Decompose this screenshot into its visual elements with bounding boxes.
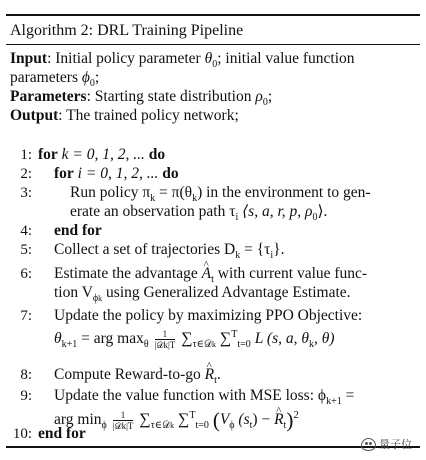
line-number: 6: [20, 266, 32, 282]
sum-symbol: ∑ [181, 330, 193, 348]
sub: θ [143, 339, 149, 351]
line-number: 4: [20, 223, 32, 239]
text: = [341, 387, 355, 404]
sub: k [192, 193, 198, 205]
sub: t [283, 420, 287, 432]
fraction [113, 410, 134, 431]
line-number: 9: [20, 388, 32, 404]
line-number: 5: [20, 242, 32, 258]
text: erate an observation path τ [70, 203, 236, 220]
text: , θ) [313, 330, 335, 348]
watermark [361, 436, 412, 452]
theta-symbol: θ [54, 330, 62, 348]
text: = arg max [77, 330, 144, 348]
denominator: |𝒟k|T [154, 340, 176, 350]
output-line [10, 107, 239, 125]
sub: t [211, 274, 214, 286]
sub: 0 [312, 212, 318, 224]
text: Compute Reward-to-go [54, 366, 205, 383]
rho-sub: 0 [262, 97, 268, 109]
text: arg min [54, 411, 102, 429]
sum-symbol: ∑ [178, 411, 190, 429]
sub: t [249, 420, 253, 432]
sum-symbol: ∑ [139, 411, 151, 429]
sup: 2 [293, 408, 299, 421]
text: tion V [54, 284, 93, 301]
text: = π(θ [155, 184, 193, 201]
algo-line-7-formula [54, 329, 335, 350]
sub: k+1 [326, 396, 342, 408]
input-text: : Initial policy parameter [47, 50, 205, 67]
text: }. [273, 241, 285, 258]
sub: ϕ [92, 293, 99, 305]
bottom-rule [6, 446, 420, 448]
text: using Generalized Advantage Estimate. [102, 284, 351, 301]
keyword-for: for [38, 146, 58, 163]
line-number: 2: [20, 166, 32, 182]
numerator: 1 [155, 329, 176, 340]
algo-line-7: Update the policy by maximizing PPO Objective: [54, 307, 363, 324]
parameters-label: Parameters [10, 88, 87, 105]
phi-symbol: ϕ [81, 69, 90, 86]
algo-line-10: end for [38, 425, 86, 442]
sub: k [170, 421, 175, 431]
output-text: : The trained policy network; [58, 107, 239, 124]
rho-symbol: ρ [255, 88, 263, 105]
sub: t=0 [237, 339, 251, 351]
sub: k [150, 193, 156, 205]
theta-sub: 0 [212, 59, 218, 71]
sub: k+1 [61, 339, 78, 351]
text: Update the value function with MSE loss: ϕ [54, 387, 327, 404]
theta-symbol: θ [204, 50, 213, 67]
line-number: 3: [20, 185, 32, 201]
parameters-line [10, 88, 273, 109]
sub: τ∈𝒟 [150, 420, 171, 432]
input-line [10, 50, 355, 71]
wechat-icon [361, 438, 376, 451]
paren-open: ( [212, 408, 220, 433]
sub: k [235, 250, 241, 262]
sub: τ∈𝒟 [192, 339, 212, 351]
line-number: 8: [20, 367, 32, 383]
paren-close: ) [286, 408, 294, 433]
sup: T [189, 409, 196, 421]
text: ⟩. [317, 203, 328, 220]
fraction [155, 329, 176, 350]
sub: i [235, 212, 239, 224]
input-line-2 [10, 69, 100, 90]
algo-line-9 [54, 387, 355, 408]
text: Estimate the advantage [54, 265, 202, 282]
title-rule [6, 44, 420, 45]
algo-line-3-cont [70, 203, 328, 224]
text: ) in the environment to gen- [197, 184, 371, 201]
top-rule [6, 14, 420, 16]
value-symbol: V [219, 411, 230, 429]
algo-line-9-formula [54, 410, 299, 431]
sub: k [212, 340, 216, 350]
keyword-for: for [54, 165, 74, 182]
text: L (s, a, θ [250, 330, 309, 348]
keyword-do: do [162, 165, 179, 182]
text: ⟨s, a, r, p, ρ [238, 203, 313, 220]
algorithm-box [6, 14, 420, 448]
numerator: 1 [113, 410, 134, 421]
text: Run policy π [70, 184, 151, 201]
text: = {τ [240, 241, 271, 258]
text: (s [234, 411, 250, 429]
denominator: |𝒟k|T [112, 421, 134, 431]
watermark-text: 量子位 [379, 438, 412, 451]
text: . [216, 366, 221, 383]
input-text-2: ; initial value function [217, 50, 355, 67]
sub: ϕ [101, 420, 107, 432]
sub: i [270, 250, 274, 262]
algo-line-1 [38, 146, 165, 164]
algo-line-2 [54, 165, 179, 183]
reward-symbol: ^ R [274, 411, 283, 429]
algorithm-title: Algorithm 2: DRL Training Pipeline [10, 22, 244, 39]
algo-line-4: end for [54, 222, 102, 239]
algo-line-5 [54, 241, 285, 262]
sub: t=0 [195, 420, 209, 432]
input-label: Input [10, 50, 48, 67]
algo-line-6-cont [54, 284, 351, 305]
loop-expr: i = 0, 1, 2, ... [73, 165, 163, 182]
algo-line-8 [54, 366, 221, 387]
parameters-end: ; [267, 88, 273, 105]
text: with current value func- [213, 265, 368, 282]
keyword-do: do [148, 146, 166, 163]
text: Collect a set of trajectories D [54, 241, 236, 258]
line-number: 10: [12, 426, 32, 442]
parameters-text: : Starting state distribution [86, 88, 256, 105]
sub: k [308, 339, 314, 351]
sup: T [231, 328, 238, 340]
line-number: 1: [20, 147, 32, 163]
sub: ϕ [229, 420, 235, 432]
algo-line-3 [70, 184, 371, 205]
phi-sub: 0 [89, 78, 95, 90]
sub: t [214, 375, 217, 387]
text: ) − [252, 411, 275, 429]
line-number: 7: [20, 308, 32, 324]
input-text-3: parameters [10, 69, 82, 86]
output-label: Output [10, 107, 59, 124]
algo-line-6 [54, 265, 368, 286]
sub: k [98, 294, 103, 304]
loop-expr: k = 0, 1, 2, ... [57, 146, 149, 163]
sum-symbol: ∑ [219, 330, 232, 348]
advantage-symbol: ^ A [202, 265, 211, 283]
input-text-4: ; [94, 69, 100, 86]
reward-symbol: ^ R [205, 366, 214, 384]
